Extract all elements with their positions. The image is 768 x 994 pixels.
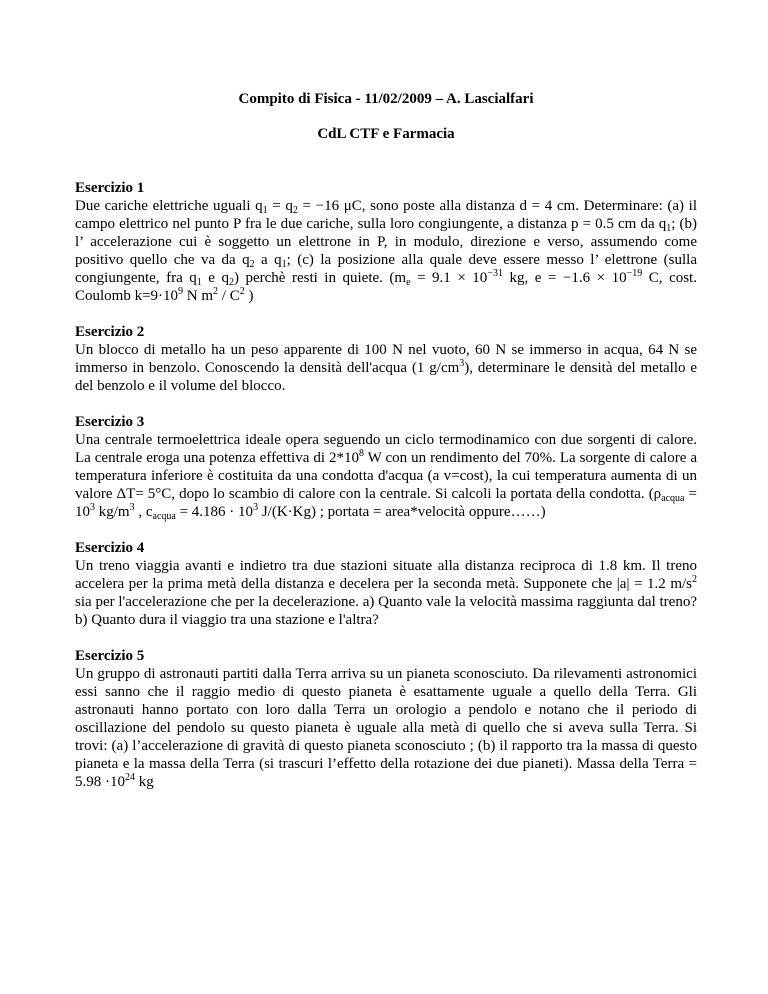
exercise-4 — [75, 539, 697, 629]
exercise-body: Un blocco di metallo ha un peso apparente di 100 N nel vuoto, 60 N se immerso in acqua, 64 N se immerso in benzolo. Conoscendo la densità dell'acqua (1 $g/cm^3$), determinare le densità del metallo e del benzolo e il volume del blocco. — [75, 342, 697, 394]
exercise-5 — [75, 647, 697, 791]
exercise-body: Due cariche elettriche uguali $q_1 = q_2 = -16$ μC, sono poste alla distanza d = 4 cm. Determinare: (a) il campo elettrico nel punto P fra le due cariche, sulla loro congiungente, a distanza p = 0.5 cm da $q_1$; (b) l’ accelerazione cui è soggetto un elettrone in P, in modulo, direzione e verso, assumendo come positivo quello che va da $q_2$ a $q_1$; (c) la posizione alla quale deve essere messo l’ elettrone (sulla congiungente, fra $q_1$ e $q_2$) perchè resti in quiete. ($m_e = 9.1 \times 10^{-31}$ kg, $e = -1.6 \times 10^{-19}$ C, cost. Coulomb $k=9\cdot 10^9$ N $m^2 / C^2$ ) — [75, 198, 698, 304]
exercise-body: Un gruppo di astronauti partiti dalla Terra arriva su un pianeta sconosciuto. Da rilevamenti astronomici essi sanno che il raggio medio di questo pianeta è esattamente uguale a quello della Terra. Gli astronauti hanno portato con loro dalla Terra un orologio a pendolo e notano che il periodo di oscillazione del pendolo su questo pianeta è uguale alla metà di quello che si aveva sulla Terra. Si trovi: (a) l’accelerazione di gravità di questo pianeta sconosciuto ; (b) il rapporto tra la massa di questo pianeta e la massa della Terra (si trascuri l’effetto della rotazione dei due pianeti). Massa della Terra = $5.98 \cdot 10^{24}$ kg — [75, 666, 697, 790]
document-subtitle: CdL CTF e Farmacia — [317, 126, 455, 142]
exercise-title: Esercizio 1 — [75, 180, 145, 196]
exercise-2 — [75, 323, 697, 395]
exercise-title: Esercizio 2 — [75, 324, 145, 340]
exercise-title: Esercizio 4 — [75, 540, 145, 556]
exercise-body: Un treno viaggia avanti e indietro tra due stazioni situate alla distanza reciproca di 1.8 km. Il treno accelera per la prima metà della distanza e decelera per la seconda metà. Supponete che |a| = 1.2 $m/s^2$ sia per l'accelerazione che per la decelerazione. a) Quanto vale la velocità massima raggiunta dal treno? b) Quanto dura il viaggio tra una stazione e l'altra? — [75, 558, 697, 628]
exercise-title: Esercizio 3 — [75, 414, 145, 430]
exercise-1 — [75, 179, 697, 305]
document-page — [75, 90, 697, 791]
exercise-body: Una centrale termoelettrica ideale opera seguendo un ciclo termodinamico con due sorgenti di calore. La centrale eroga una potenza effettiva di $2*10^8$ W con un rendimento del 70%. La sorgente di calore a temperatura inferiore è costituita da una condotta d'acqua (a v=cost), la cui temperatura aumenta di un valore ΔT= 5°C, dopo lo scambio di calore con la centrale. Si calcoli la portata della condotta. ($\rho_{acqua} = 10^3$ $kg/m^3$ , $c_{acqua} = 4.186 \cdot 10^3$ J/(K·Kg) ; portata = area*velocità oppure……) — [75, 432, 697, 522]
exercise-title: Esercizio 5 — [75, 648, 145, 664]
document-title: Compito di Fisica - 11/02/2009 – A. Lascialfari — [238, 91, 534, 107]
exercise-3 — [75, 413, 697, 521]
